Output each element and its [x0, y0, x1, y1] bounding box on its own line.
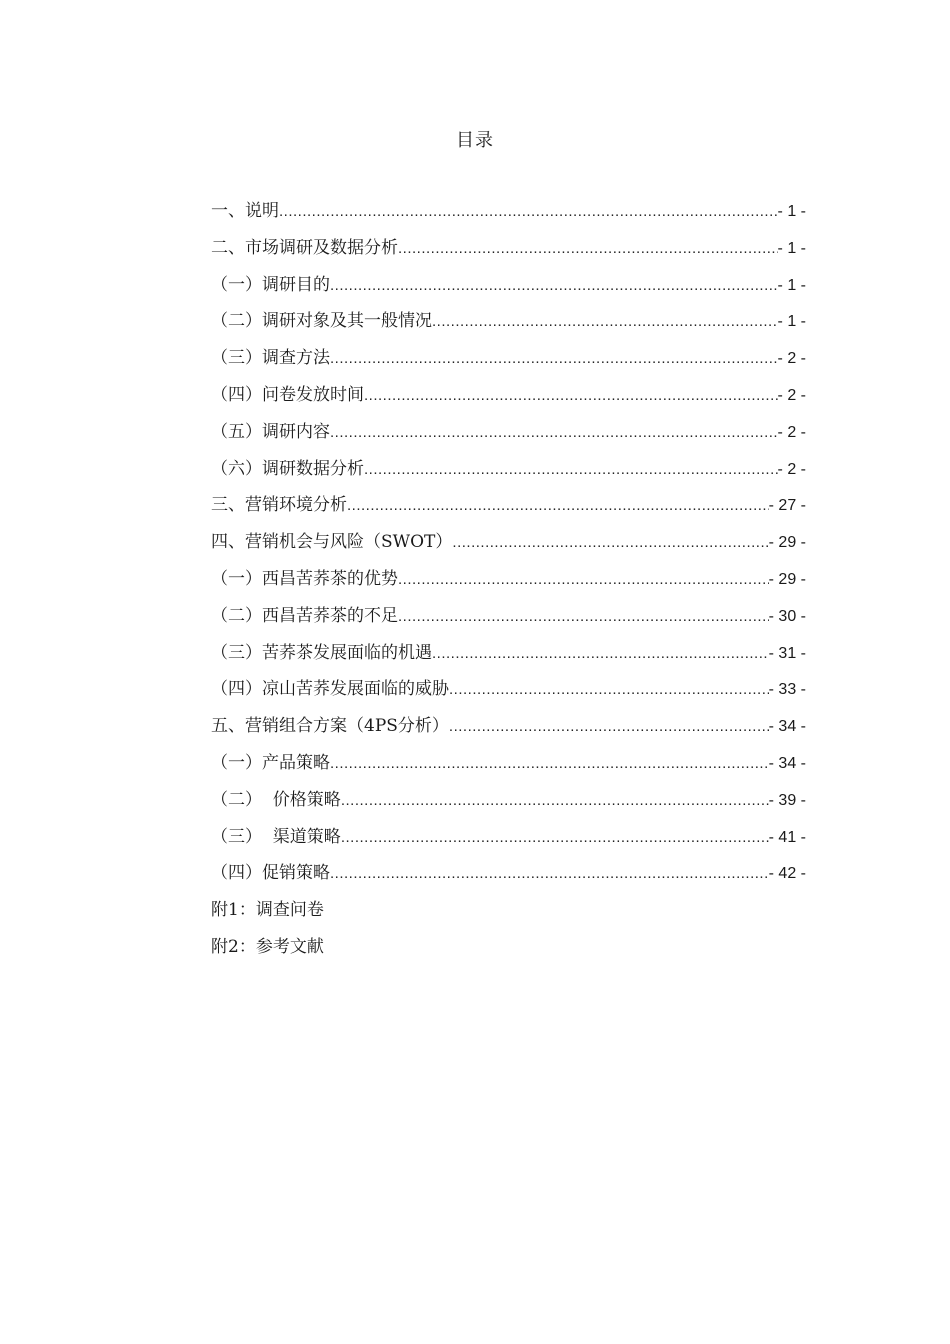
toc-entry-label: （二）调研对象及其一般情况: [211, 311, 432, 332]
toc-dot-leader: [364, 452, 778, 489]
toc-dot-leader: [330, 746, 769, 783]
toc-entry[interactable]: [211, 819, 806, 856]
toc-entry-page-number: - 30 -: [768, 607, 806, 625]
toc-entry-label: （一）西昌苦荞茶的优势: [211, 568, 398, 589]
toc-entry-label: （二） 价格策略: [211, 789, 341, 810]
toc-entry[interactable]: [211, 929, 806, 966]
toc-entry[interactable]: [211, 561, 806, 598]
toc-entry[interactable]: [211, 524, 806, 561]
toc-dot-leader: [432, 636, 769, 673]
toc-entry-label: （六）调研数据分析: [211, 458, 364, 479]
toc-entry-page-number: - 2 -: [777, 460, 806, 478]
toc-dot-leader: [432, 304, 778, 341]
toc-entry-page-number: - 1 -: [777, 276, 806, 294]
toc-entry-page-number: - 2 -: [777, 423, 806, 441]
toc-title: 目录: [456, 130, 494, 151]
toc-dot-leader: [330, 268, 778, 305]
toc-entry-label: （一）调研目的: [211, 274, 330, 295]
toc-entry[interactable]: [211, 340, 806, 377]
toc-dot-leader: [341, 820, 769, 857]
toc-entry-page-number: - 29 -: [768, 534, 806, 552]
toc-entry-page-number: - 2 -: [777, 386, 806, 404]
toc-entry[interactable]: [211, 377, 806, 414]
toc-entry[interactable]: [211, 635, 806, 672]
toc-entry-label: （三）苦荞茶发展面临的机遇: [211, 642, 432, 663]
toc-entry-page-number: - 27 -: [768, 497, 806, 515]
toc-entry-label: （三）调查方法: [211, 348, 330, 369]
toc-entry[interactable]: [211, 745, 806, 782]
toc-entry[interactable]: [211, 892, 806, 929]
toc-entry[interactable]: [211, 708, 806, 745]
toc-entry[interactable]: [211, 671, 806, 708]
toc-entry[interactable]: [211, 267, 806, 304]
toc-entry-page-number: - 31 -: [768, 644, 806, 662]
toc-entry[interactable]: [211, 193, 806, 230]
toc-dot-leader: [341, 783, 769, 820]
toc-entry[interactable]: [211, 598, 806, 635]
toc-dot-leader: [330, 415, 778, 452]
toc-entry-label: 五、营销组合方案（4PS分析）: [211, 716, 449, 737]
toc-entry-label: 二、市场调研及数据分析: [211, 237, 398, 258]
toc-entry-page-number: - 41 -: [768, 828, 806, 846]
toc-entry[interactable]: [211, 230, 806, 267]
toc-dot-leader: [398, 562, 769, 599]
toc-entry-label: （四）促销策略: [211, 863, 330, 884]
toc-entry-page-number: - 33 -: [768, 681, 806, 699]
toc-entry-page-number: - 34 -: [768, 754, 806, 772]
toc-entry-label: 附1：调查问卷: [211, 900, 324, 921]
toc-entry-page-number: - 39 -: [768, 791, 806, 809]
toc-entry-label: （三） 渠道策略: [211, 826, 341, 847]
toc-dot-leader: [449, 709, 769, 746]
toc-dot-leader: [347, 488, 769, 525]
toc-entry[interactable]: [211, 451, 806, 488]
toc-dot-leader: [449, 672, 769, 709]
toc-entry-label: 四、营销机会与风险（SWOT）: [211, 532, 453, 553]
toc-entry[interactable]: [211, 414, 806, 451]
toc-dot-leader: [398, 231, 778, 268]
toc-entry-page-number: - 1 -: [777, 203, 806, 220]
toc-dot-leader: [364, 378, 778, 415]
toc-entry-label: 附2：参考文献: [211, 936, 324, 957]
toc-entry-page-number: - 34 -: [768, 718, 806, 736]
toc-entry-label: （四）凉山苦荞发展面临的威胁: [211, 679, 449, 700]
toc-entry[interactable]: [211, 782, 806, 819]
toc-entry-label: 一、说明: [211, 201, 279, 221]
toc-entry-page-number: - 1 -: [777, 313, 806, 331]
toc-entry-page-number: - 29 -: [768, 570, 806, 588]
toc-entry-page-number: - 42 -: [768, 865, 806, 883]
toc-entry-page-number: - 1 -: [777, 239, 806, 257]
toc-entry-label: （一）产品策略: [211, 752, 330, 773]
toc-dot-leader: [330, 856, 769, 893]
toc-entry-label: 三、营销环境分析: [211, 495, 347, 516]
toc-list: [211, 193, 806, 966]
toc-entry[interactable]: [211, 855, 806, 892]
toc-entry-label: （四）问卷发放时间: [211, 384, 364, 405]
toc-entry-label: （五）调研内容: [211, 421, 330, 442]
toc-entry[interactable]: [211, 487, 806, 524]
toc-dot-leader: [452, 525, 768, 562]
toc-entry[interactable]: [211, 303, 806, 340]
toc-entry-label: （二）西昌苦荞茶的不足: [211, 605, 398, 626]
toc-dot-leader: [398, 599, 769, 636]
toc-dot-leader: [330, 341, 778, 378]
toc-entry-page-number: - 2 -: [777, 350, 806, 368]
toc-dot-leader: [279, 194, 778, 231]
